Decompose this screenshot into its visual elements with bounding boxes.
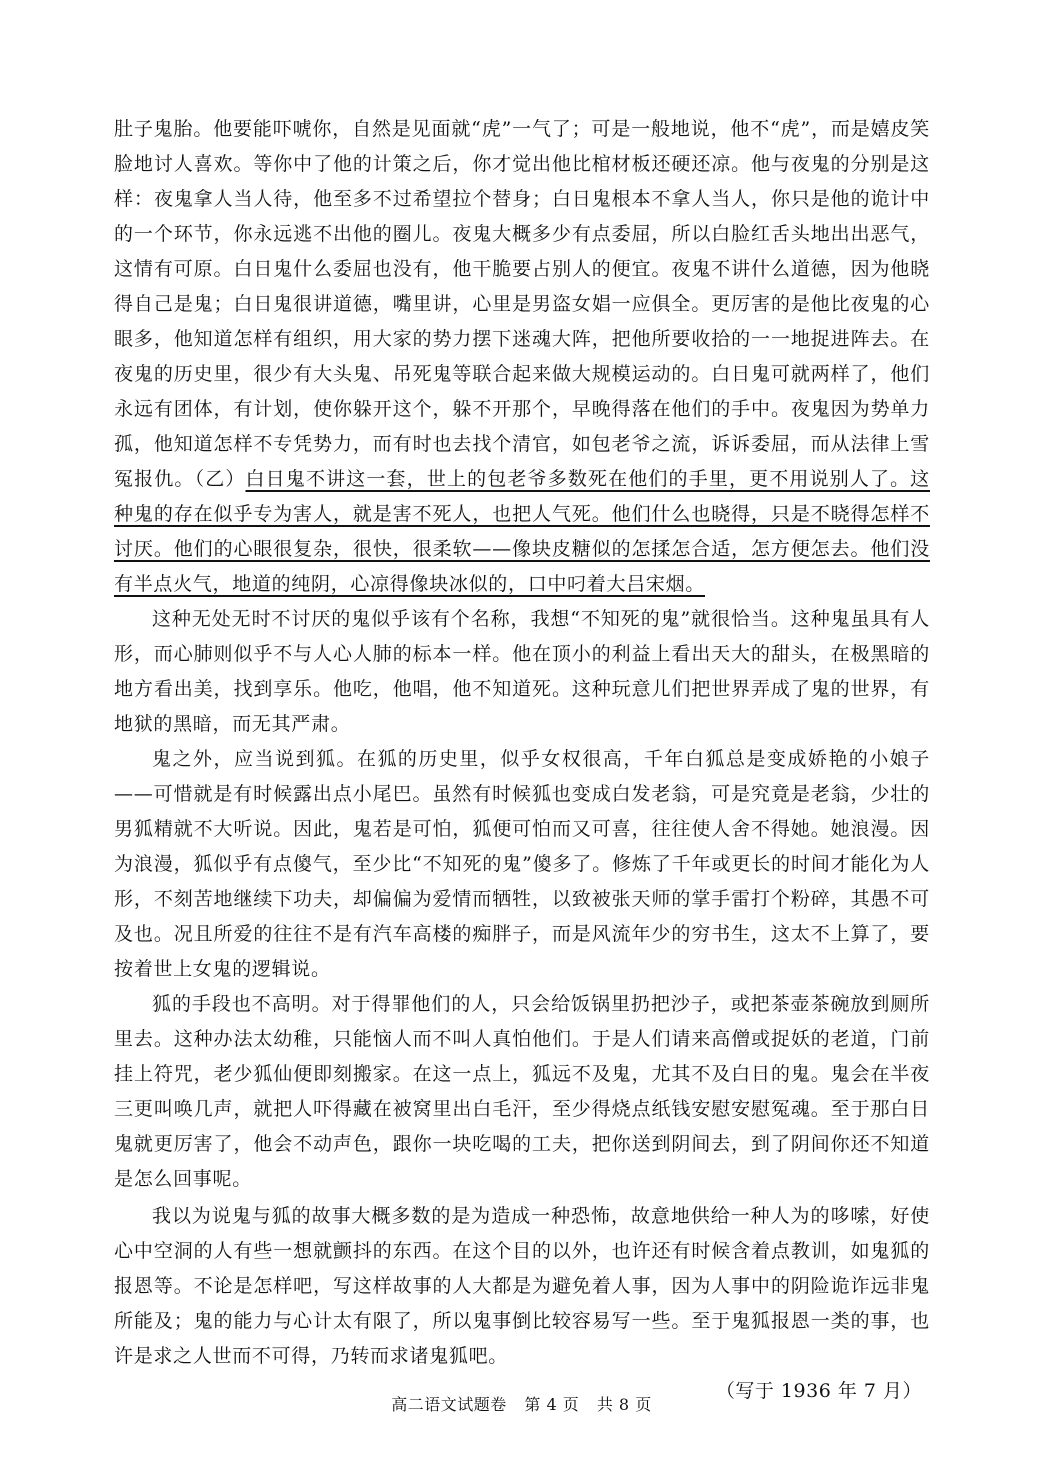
footer-total-pages: 共 8 页: [596, 1395, 652, 1414]
paragraph-4: 狐的手段也不高明。对于得罪他们的人，只会给饭锅里扔把沙子，或把茶壶茶碗放到厕所里去。这种办法太幼稚，只能恼人而不叫人真怕他们。于是人们请来高僧或捉妖的老道，门前挂上符咒，老少狐仙便即刻搬家。在这一点上，狐远不及鬼，尤其不及白日的鬼。鬼会在半夜三更叫唤几声，就把人吓得藏在被窝里出白毛汗，至少得烧点纸钱安慰安慰冤魂。至于那白日鬼就更厉害了，他会不动声色，跟你一块吃喝的工夫，把你送到阴间去，到了阴间你还不知道是怎么回事呢。: [114, 993, 930, 1190]
paragraph-5: 我以为说鬼与狐的故事大概多数的是为造成一种恐怖，故意地供给一种人为的哆嗦，好使心中空洞的人有些一想就颤抖的东西。在这个目的以外，也许还有时候含着点教训，如鬼狐的报恩等。不论是怎样吧，写这样故事的人大都是为避免着人事，因为人事中的阴险诡诈远非鬼所能及；鬼的能力与心计太有限了，所以鬼事倒比较容易写一些。至于鬼狐报恩一类的事，也许是求之人世而不可得，乃转而求诸鬼狐吧。: [114, 1205, 930, 1367]
footer-title: 高二语文试题卷: [391, 1395, 507, 1414]
paragraph-3: 鬼之外，应当说到狐。在狐的历史里，似乎女权很高，千年白狐总是变成娇艳的小娘子——可惜就是有时候露出点小尾巴。虽然有时候狐也变成白发老翁，可是究竟是老翁，少壮的男狐精就不大听说。因此，鬼若是可怕，狐便可怕而又可喜，往往使人舍不得她。她浪漫。因为浪漫，狐似乎有点傻气，至少比“不知死的鬼”傻多了。修炼了千年或更长的时间才能化为人形，不刻苦地继续下功夫，却偏偏为爱情而牺牲，以致被张天师的掌手雷打个粉碎，其愚不可及也。况且所爱的往往不是有汽车高楼的痴胖子，而是风流年少的穷书生，这太不上算了，要按着世上女鬼的逻辑说。: [114, 748, 930, 980]
footer-page-number: 第 4 页: [524, 1395, 580, 1414]
paragraph-1: [114, 112, 930, 602]
underlined-passage-yi: 白日鬼不讲这一套，世上的包老爷多数死在他们的手里，更不用说别人了。这种鬼的存在似乎专为害人，就是害不死人，也把人气死。他们什么也晓得，只是不晓得怎样不讨厌。他们的心眼很复杂，很快，很柔软——像块皮糖似的怎揉怎合适，怎方便怎去。他们没有半点火气，地道的纯阴，心凉得像块冰似的，口中叼着大吕宋烟。: [114, 468, 930, 595]
paragraph-1-text: 肚子鬼胎。他要能吓唬你，自然是见面就“虎”一气了；可是一般地说，他不“虎”，而是嬉皮笑脸地讨人喜欢。等你中了他的计策之后，你才觉出他比棺材板还硬还凉。他与夜鬼的分别是这样：夜鬼拿人当人待，他至多不过希望拉个替身；白日鬼根本不拿人当人，你只是他的诡计中的一个环节，你永远逃不出他的圈儿。夜鬼大概多少有点委屈，所以白脸红舌头地出出恶气，这情有可原。白日鬼什么委屈也没有，他干脆要占别人的便宜。夜鬼不讲什么道德，因为他晓得自己是鬼；白日鬼很讲道德，嘴里讲，心里是男盗女娼一应俱全。更厉害的是他比夜鬼的心眼多，他知道怎样有组织，用大家的势力摆下迷魂大阵，把他所要收拾的一一地捉进阵去。在夜鬼的历史里，很少有大头鬼、吊死鬼等联合起来做大规模运动的。白日鬼可就两样了，他们永远有团体，有计划，使你躲开这个，躲不开那个，早晚得落在他们的手中。夜鬼因为势单力孤，他知道怎样不专凭势力，而有时也去找个清官，如包老爷之流，诉诉委屈，而从法律上雪冤报仇。（乙）: [114, 118, 930, 490]
article-body: [114, 112, 930, 1409]
page-footer: [0, 1392, 1043, 1415]
paragraph-2: 这种无处无时不讨厌的鬼似乎该有个名称，我想“不知死的鬼”就很恰当。这种鬼虽具有人形，而心肺则似乎不与人心人肺的标本一样。他在顶小的利益上看出天大的甜头，在极黑暗的地方看出美，找到享乐。他吃，他唱，他不知道死。这种玩意儿们把世界弄成了鬼的世界，有地狱的黑暗，而无其严肃。: [114, 608, 930, 735]
writing-date: （写于 1936 年 7 月）: [715, 1380, 922, 1402]
